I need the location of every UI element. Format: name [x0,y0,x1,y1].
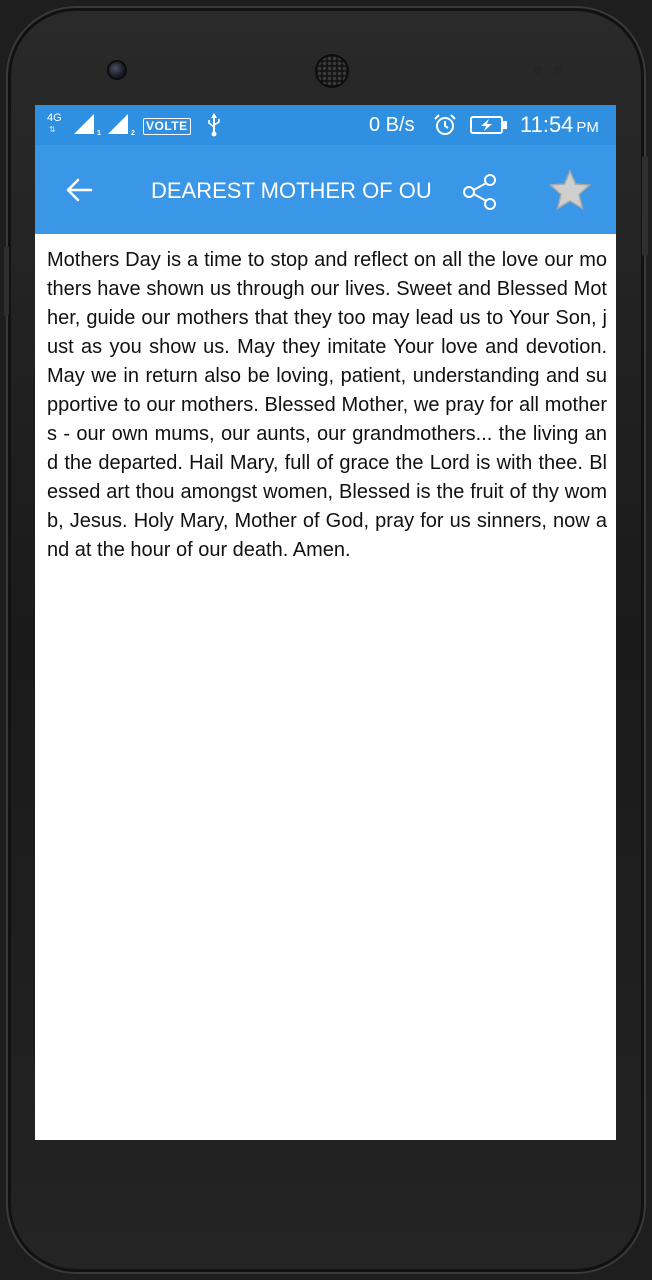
volume-button [4,246,9,316]
signal-icon [107,113,129,135]
clock-time: 11:54 [520,112,574,137]
signal-icon [73,113,95,135]
proximity-sensor [534,66,542,74]
earpiece-speaker [317,56,347,86]
prayer-text: Mothers Day is a time to stop and reflect on all the love our mothers have shown us through our lives. Sweet and Blessed Mother, guide our mothers that they too may lead us to Your Son, just as you show us. May they imitate Your love and devotion. May we in return also be loving, patient, understanding and supportive to our mothers. Blessed Mother, we pray for all mothers - our own mums, our aunts, our grandmothers... the living and the departed. Hail Mary, full of grace the Lord is with thee. Blessed art thou amongst women, Blessed is the fruit of thy womb, Jesus. Holy Mary, Mother of God, pray for us sinners, now and at the hour of our death. Amen. [47,249,607,561]
usb-icon [207,113,221,137]
volte-badge: VOLTE [143,118,191,135]
clock [520,112,599,138]
sim2-label: 2 [131,130,135,137]
network-type: 4G ⇅ [47,112,62,134]
battery-charging-icon [470,116,508,134]
net-speed: 0 B/s [369,114,415,136]
clock-ampm: PM [576,119,599,136]
front-camera [109,62,125,78]
star-icon[interactable] [549,169,591,211]
app-toolbar [35,145,616,234]
page-title: DEAREST MOTHER OF OU [151,178,432,203]
status-bar [35,105,616,145]
data-arrows-icon: ⇅ [49,125,56,134]
share-icon[interactable] [460,172,500,212]
light-sensor [554,66,562,74]
alarm-icon [433,113,457,137]
arrow-back-icon[interactable] [65,176,93,204]
sim1-label: 1 [97,130,101,137]
screen [35,105,616,1140]
power-button [642,156,648,256]
